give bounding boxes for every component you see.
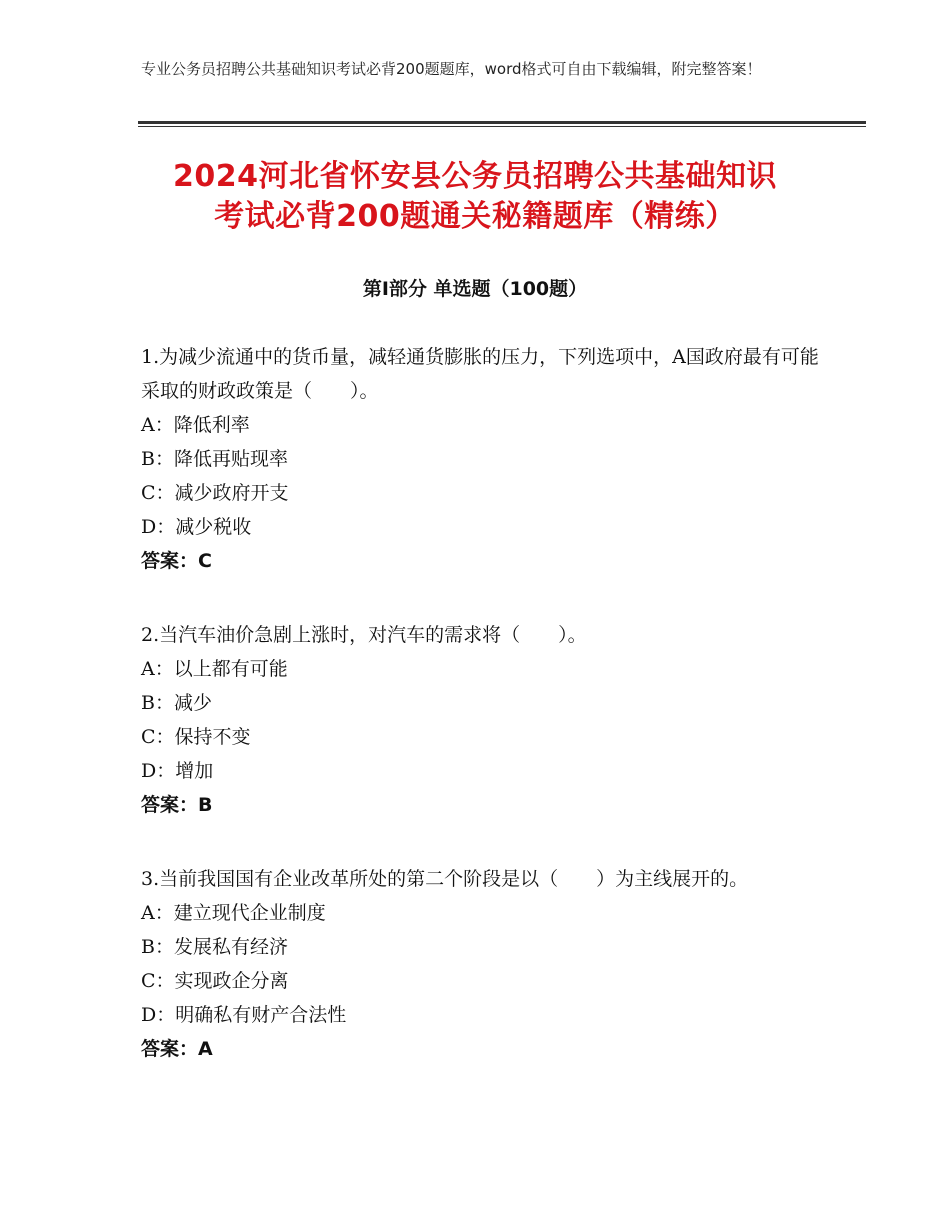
option-c: C：减少政府开支 xyxy=(141,482,289,504)
option-d: D：明确私有财产合法性 xyxy=(141,1004,347,1026)
question-3 xyxy=(141,862,821,1066)
option-c: C：实现政企分离 xyxy=(141,970,289,992)
document-title xyxy=(110,157,840,237)
header-note: 专业公务员招聘公共基础知识考试必背200题题库，word格式可自由下载编辑，附完整答案！ xyxy=(141,60,762,78)
answer-line: 答案：A xyxy=(141,1038,213,1060)
option-c: C：保持不变 xyxy=(141,726,251,748)
option-d: D：增加 xyxy=(141,760,214,782)
option-a: A：以上都有可能 xyxy=(141,658,288,680)
option-b: B：减少 xyxy=(141,692,212,714)
question-stem: 1.为减少流通中的货币量，减轻通货膨胀的压力，下列选项中，A国政府最有可能采取的财政政策是（ ）。 xyxy=(141,346,819,402)
title-line-2: 考试必背200题通关秘籍题库（精练） xyxy=(214,199,736,234)
option-b: B：降低再贴现率 xyxy=(141,448,288,470)
answer-line: 答案：B xyxy=(141,794,213,816)
question-list xyxy=(141,340,821,1106)
answer-line: 答案：C xyxy=(141,550,212,572)
question-1 xyxy=(141,340,821,578)
question-stem: 2.当汽车油价急剧上涨时，对汽车的需求将（ ）。 xyxy=(141,624,587,646)
question-stem: 3.当前我国国有企业改革所处的第二个阶段是以（ ）为主线展开的。 xyxy=(141,868,749,890)
option-a: A：建立现代企业制度 xyxy=(141,902,326,924)
header-rule-thin xyxy=(138,126,866,127)
title-line-1: 2024河北省怀安县公务员招聘公共基础知识 xyxy=(173,159,777,194)
option-d: D：减少税收 xyxy=(141,516,252,538)
question-2 xyxy=(141,618,821,822)
section-heading: 第Ⅰ部分 单选题（100题） xyxy=(362,278,588,300)
header-rule-thick xyxy=(138,121,866,124)
option-a: A：降低利率 xyxy=(141,414,250,436)
option-b: B：发展私有经济 xyxy=(141,936,288,958)
